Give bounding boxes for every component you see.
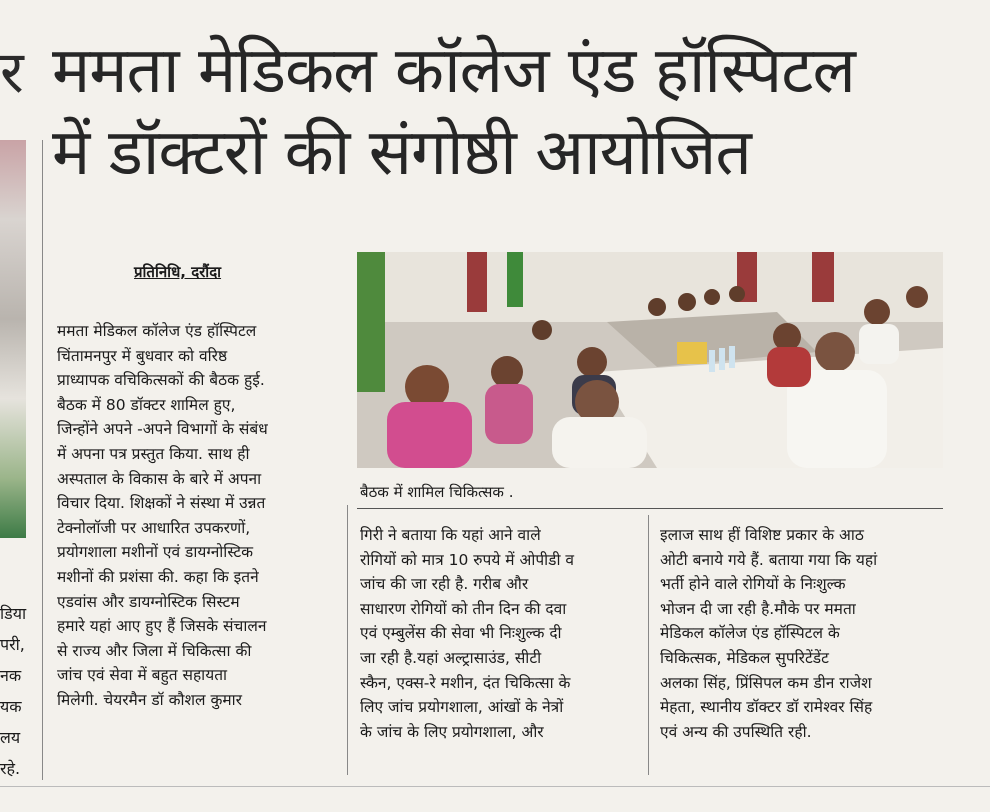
article-column-1 [57, 319, 337, 713]
article-line: रोगियों को मात्र 10 रुपये में ओपीडी व [360, 550, 575, 569]
article-line: जांच की जा रही है. गरीब और [360, 575, 529, 594]
article-line: प्राध्यापक वचिकित्सकों की बैठक हुई. [57, 371, 265, 390]
article-line: से राज्य और जिला में चिकित्सा की [57, 641, 252, 660]
article-line: हमारे यहां आए हुए हैं जिसके संचालन [57, 617, 267, 636]
article-line: स्कैन, एक्स-रे मशीन, दंत चिकित्सा के [360, 673, 571, 692]
bottom-rule [0, 786, 990, 787]
caption-rule [357, 508, 943, 509]
headline-line-1: ममता मेडिकल कॉलेज एंड हॉस्पिटल [52, 34, 855, 108]
article-line: ओटी बनाये गये हैं. बताया गया कि यहां [660, 550, 878, 569]
article-line: विचार दिया. शिक्षकों ने संस्था में उन्नत [57, 494, 266, 513]
column-divider [42, 140, 43, 780]
article-line: बैठक में 80 डॉक्टर शामिल हुए, [57, 395, 236, 414]
article-column-2 [360, 523, 640, 744]
meeting-photo-illustration [357, 252, 943, 468]
article-line: अलका सिंह, प्रिंसिपल कम डीन राजेश [660, 673, 872, 692]
article-line: भर्ती होने वाले रोगियों के निःशुल्क [660, 575, 846, 594]
left-column-fragment [0, 598, 30, 784]
article-line: में अपना पत्र प्रस्तुत किया. साथ ही [57, 444, 250, 463]
article-line: मिलेगी. चेयरमैन डॉ कौशल कुमार [57, 690, 243, 709]
article-line: एडवांस और डायग्नोस्टिक सिस्टम [57, 592, 240, 611]
column-divider [648, 515, 649, 775]
article-column-3 [660, 523, 940, 744]
meeting-photo [357, 252, 943, 468]
article-line: टेक्नोलॉजी पर आधारित उपकरणों, [57, 518, 251, 537]
article-line: अस्पताल के विकास के बारे में अपना [57, 469, 262, 488]
article-line: इलाज साथ हीं विशिष्ट प्रकार के आठ [660, 526, 864, 544]
headline-left-fragment: र [0, 38, 24, 106]
left-fragment-line: रहे. [0, 759, 21, 778]
article-line: एवं अन्य की उपस्थिति रही. [660, 722, 812, 741]
article-line: जा रही है.यहां अल्ट्रासाउंड, सीटी [360, 648, 542, 667]
article-line: मेडिकल कॉलेज एंड हॉस्पिटल के [660, 624, 840, 643]
headline-line-2: में डॉक्टरों की संगोष्ठी आयोजित [52, 116, 751, 190]
left-fragment-line: डिया [0, 604, 27, 623]
article-line: चिंतामनपुर में बुधवार को वरिष्ठ [57, 346, 228, 365]
left-fragment-line: परी, [0, 635, 25, 654]
article-line: साधारण रोगियों को तीन दिन की दवा [360, 599, 567, 618]
left-fragment-line: लय [0, 728, 21, 747]
left-fragment-line: यक [0, 697, 22, 716]
article-line: चिकित्सक, मेडिकल सुपरिटेंडेंट [660, 648, 829, 667]
article-line: जिन्होंने अपने -अपने विभागों के संबंध [57, 420, 268, 439]
article-line: लिए जांच प्रयोगशाला, आंखों के नेत्रों [360, 698, 564, 717]
byline: प्रतिनिधि, दरौंदा [134, 263, 222, 281]
column-divider [347, 505, 348, 775]
article-line: ममता मेडिकल कॉलेज एंड हॉस्पिटल [57, 322, 257, 340]
article-line: गिरी ने बताया कि यहां आने वाले [360, 526, 541, 544]
left-cutoff-photo [0, 140, 26, 538]
headline [52, 30, 982, 194]
article-line: मेहता, स्थानीय डॉक्टर डॉ रामेश्वर सिंह [660, 698, 873, 717]
left-fragment-line: नक [0, 666, 22, 685]
photo-caption: बैठक में शामिल चिकित्सक . [360, 483, 514, 501]
article-line: एवं एम्बुलेंस की सेवा भी निःशुल्क दी [360, 624, 562, 643]
article-line: भोजन दी जा रही है.मौके पर ममता [660, 599, 856, 618]
article-line: मशीनों की प्रशंसा की. कहा कि इतने [57, 567, 259, 586]
article-line: जांच एवं सेवा में बहुत सहायता [57, 666, 228, 685]
article-line: के जांच के लिए प्रयोगशाला, और [360, 722, 544, 741]
article-line: प्रयोगशाला मशीनों एवं डायग्नोस्टिक [57, 543, 254, 562]
